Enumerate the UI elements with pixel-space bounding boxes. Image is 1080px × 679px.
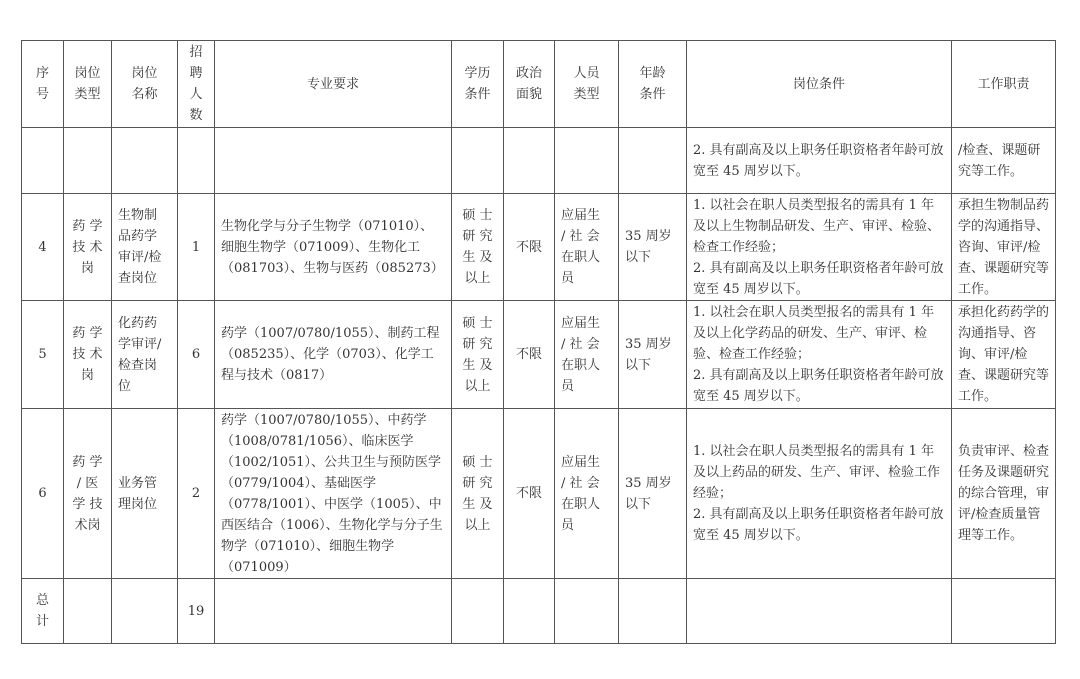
cell-seq: 6 [22, 409, 64, 579]
cell-education [452, 128, 504, 194]
cell-major: 生物化学与分子生物学（071010）、细胞生物学（071009）、生物化工（081703）、生物与医药（085273） [215, 194, 452, 301]
empty-cell [687, 579, 952, 644]
recruitment-table [21, 40, 1056, 644]
cell-post-type: 药 学 / 医 学 技 术岗 [64, 409, 112, 579]
cell-education: 硕 士 研 究 生 及 以上 [452, 409, 504, 579]
header-duties: 工作职责 [952, 41, 1056, 128]
cell-major: 药学（1007/0780/1055）、制药工程（085235）、化学（0703）、化学工程与技术（0817） [215, 301, 452, 409]
cell-seq: 5 [22, 301, 64, 409]
cell-person-type: 应届生 / 社 会 在职人 员 [555, 409, 619, 579]
cell-post-name: 业务管 理岗位 [112, 409, 178, 579]
header-politics: 政治 面貌 [504, 41, 555, 128]
header-row [22, 41, 1056, 128]
cell-major: 药学（1007/0780/1055）、中药学（1008/0781/1056）、临床医学（1002/1051）、公共卫生与预防医学（0779/1004）、基础医学（0778/1001）、中医学（1005）、中西医结合（1006）、生物化学与分子生物学（071010）、细胞生物学（071009） [215, 409, 452, 579]
table-row [22, 301, 1056, 409]
header-person-type: 人员 类型 [555, 41, 619, 128]
cell-post-name: 化药药 学审评/ 检查岗 位 [112, 301, 178, 409]
header-count: 招 聘 人 数 [178, 41, 215, 128]
empty-cell [952, 579, 1056, 644]
table-row [22, 194, 1056, 301]
cell-post-type: 药 学 技 术 岗 [64, 301, 112, 409]
cell-count: 1 [178, 194, 215, 301]
total-row [22, 579, 1056, 644]
cell-age: 35 周岁 以下 [619, 194, 687, 301]
cell-conditions: 1. 以社会在职人员类型报名的需具有 1 年及以上化学药品的研发、生产、审评、检验、检查工作经验； 2. 具有副高及以上职务任职资格者年龄可放宽至 45 周岁以下。 [687, 301, 952, 409]
header-major: 专业要求 [215, 41, 452, 128]
cell-age: 35 周岁 以下 [619, 301, 687, 409]
table-row [22, 128, 1056, 194]
header-post-name: 岗位 名称 [112, 41, 178, 128]
cell-politics: 不限 [504, 409, 555, 579]
empty-cell [452, 579, 504, 644]
cell-post-name [112, 128, 178, 194]
empty-cell [504, 579, 555, 644]
cell-post-type: 药 学 技 术 岗 [64, 194, 112, 301]
cell-count: 2 [178, 409, 215, 579]
cell-politics: 不限 [504, 301, 555, 409]
cell-conditions: 2. 具有副高及以上职务任职资格者年龄可放宽至 45 周岁以下。 [687, 128, 952, 194]
header-age: 年龄 条件 [619, 41, 687, 128]
cell-education: 硕 士 研 究 生 及 以上 [452, 194, 504, 301]
total-label: 总 计 [22, 579, 64, 644]
empty-cell [64, 579, 112, 644]
cell-duties: 承担化药药学的沟通指导、咨询、审评/检查、课题研究等工作。 [952, 301, 1056, 409]
empty-cell [112, 579, 178, 644]
table-row [22, 409, 1056, 579]
header-seq: 序 号 [22, 41, 64, 128]
cell-seq [22, 128, 64, 194]
cell-post-type [64, 128, 112, 194]
cell-age [619, 128, 687, 194]
cell-post-name: 生物制 品药学 审评/检 查岗位 [112, 194, 178, 301]
cell-duties: 负责审评、检查任务及课题研究的综合管理，审评/检查质量管理等工作。 [952, 409, 1056, 579]
cell-count: 6 [178, 301, 215, 409]
cell-conditions: 1. 以社会在职人员类型报名的需具有 1 年及以上药品的研发、生产、审评、检验工作经验； 2. 具有副高及以上职务任职资格者年龄可放宽至 45 周岁以下。 [687, 409, 952, 579]
cell-person-type [555, 128, 619, 194]
cell-person-type: 应届生 / 社 会 在职人 员 [555, 194, 619, 301]
cell-seq: 4 [22, 194, 64, 301]
cell-duties: 承担生物制品药学的沟通指导、咨询、审评/检查、课题研究等工作。 [952, 194, 1056, 301]
cell-person-type: 应届生 / 社 会 在职人 员 [555, 301, 619, 409]
cell-politics: 不限 [504, 194, 555, 301]
empty-cell [555, 579, 619, 644]
empty-cell [215, 579, 452, 644]
header-education: 学历 条件 [452, 41, 504, 128]
header-conditions: 岗位条件 [687, 41, 952, 128]
header-post-type: 岗位 类型 [64, 41, 112, 128]
empty-cell [619, 579, 687, 644]
cell-age: 35 周岁 以下 [619, 409, 687, 579]
total-count: 19 [178, 579, 215, 644]
cell-politics [504, 128, 555, 194]
cell-count [178, 128, 215, 194]
cell-conditions: 1. 以社会在职人员类型报名的需具有 1 年及以上生物制品研发、生产、审评、检验、检查工作经验； 2. 具有副高及以上职务任职资格者年龄可放宽至 45 周岁以下。 [687, 194, 952, 301]
cell-duties: /检查、课题研究等工作。 [952, 128, 1056, 194]
cell-education: 硕 士 研 究 生 及 以上 [452, 301, 504, 409]
cell-major [215, 128, 452, 194]
